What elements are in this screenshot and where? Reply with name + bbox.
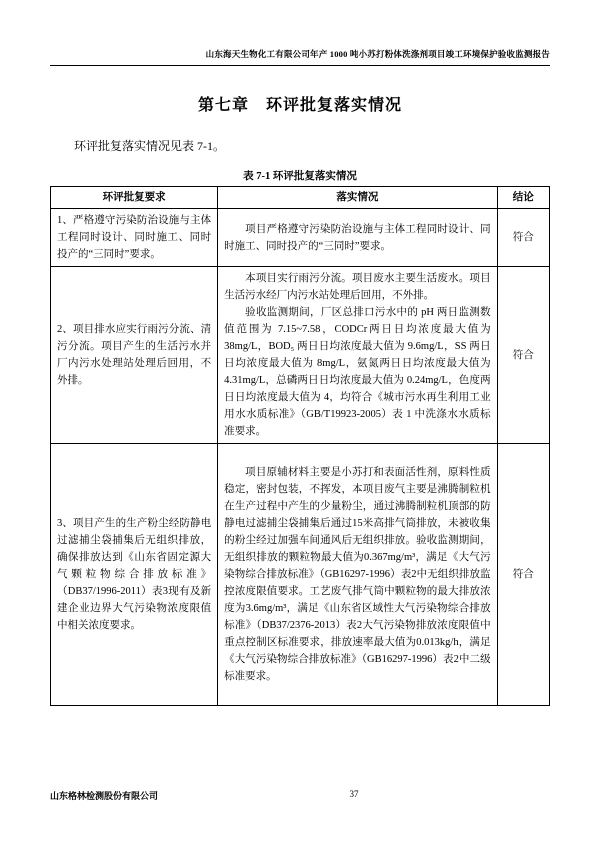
page-footer [0,789,600,802]
table-header-row [51,187,550,209]
requirement-cell [51,444,218,706]
page-number: 37 [349,789,359,799]
implementation-paragraph: 验收监测期间，厂区总排口污水中的 pH 两日监测数值范围为 7.15~7.58，CODCr两日日均浓度最大值为 38mg/L，BOD₅ 两日日均浓度最大值为 9.6mg/L，SS 两日日均浓度最大值为 8mg/L，氨氮两日日均浓度最大值为 4.31mg/L，总磷两日日均浓度最大值为 0.24mg/L，色度两日日均浓度最大值为 4，均符合《城市污水再生利用工业用水水质标准》（GB/T19923-2005）表 1 中洗涤水水质标准要求。 [224,307,491,437]
implementation-cell [218,267,497,444]
report-title: 山东海天生物化工有限公司年产 1000 吨小苏打粉体洗涤剂项目竣工环境保护验收监测报告 [205,49,550,59]
column-header-implementation: 落实情况 [218,187,497,209]
intro-paragraph: 环评批复落实情况见表 7-1。 [74,139,225,153]
conclusion-cell: 符合 [497,267,549,444]
column-header-conclusion: 结论 [497,187,549,209]
implementation-paragraph: 项目原辅材料主要是小苏打和表面活性剂，原料性质稳定，密封包装，不挥发，本项目废气主要是沸腾制粒机在生产过程中产生的少量粉尘，通过沸腾制粒机顶部的防静电过滤捕尘袋捕集后通过15米高排气筒排放，未被收集的粉尘经过加强车间通风后无组织排放。验收监测期间，无组织排放的颗粒物最大值为0.367mg/m³，满足《大气污染物综合排放标准》（GB16297-1996）表2中无组织排放监控浓度限值要求。工艺废气排气筒中颗粒物的最大排放浓度为3.6mg/m³，满足《山东省区域性大气污染物综合排放标准》（DB37/2376-2013）表2大气污染物排放浓度限值中重点控制区标准要求，排放速率最大值为0.013kg/h，满足《大气污染物综合排放标准》（GB16297-1996）表2中二级标准要求。 [224,467,491,682]
page-header [50,0,550,66]
chapter-title: 第七章 环评批复落实情况 [197,97,402,114]
table-row [51,267,550,444]
compliance-table [50,186,550,706]
requirement-text: 2、项目排水应实行雨污分流、清污分流。项目产生的生活污水并厂内污水处理站处理后回用，不外排。 [57,324,212,386]
table-row [51,444,550,706]
requirement-cell [51,209,218,267]
requirement-text: 1、严格遵守污染防治设施与主体工程同时设计、同时施工、同时投产的“三同时”要求。 [57,215,212,260]
table-caption: 表 7-1 环评批复落实情况 [243,171,357,182]
requirement-text: 3、项目产生的生产粉尘经防静电过滤捕尘袋捕集后无组织排放，确保排放达到《山东省固定源大气颗粒物综合排放标准》（DB37/1996-2011）表3现有及新建企业边界大气污染物浓度限值中相关浓度要求。 [57,518,212,631]
table-row [51,209,550,267]
requirement-cell [51,267,218,444]
implementation-paragraph: 本项目实行雨污分流。项目废水主要生活废水。项目生活污水经厂内污水站处理后回用，不外排。 [224,273,491,301]
column-header-requirement: 环评批复要求 [51,187,218,209]
implementation-cell [218,209,497,267]
conclusion-cell: 符合 [497,209,549,267]
implementation-cell [218,444,497,706]
company-name: 山东格林检测股份有限公司 [50,791,159,801]
implementation-paragraph: 项目严格遵守污染防治设施与主体工程同时设计、同时施工、同时投产的“三同时”要求。 [224,223,491,252]
conclusion-cell: 符合 [497,444,549,706]
